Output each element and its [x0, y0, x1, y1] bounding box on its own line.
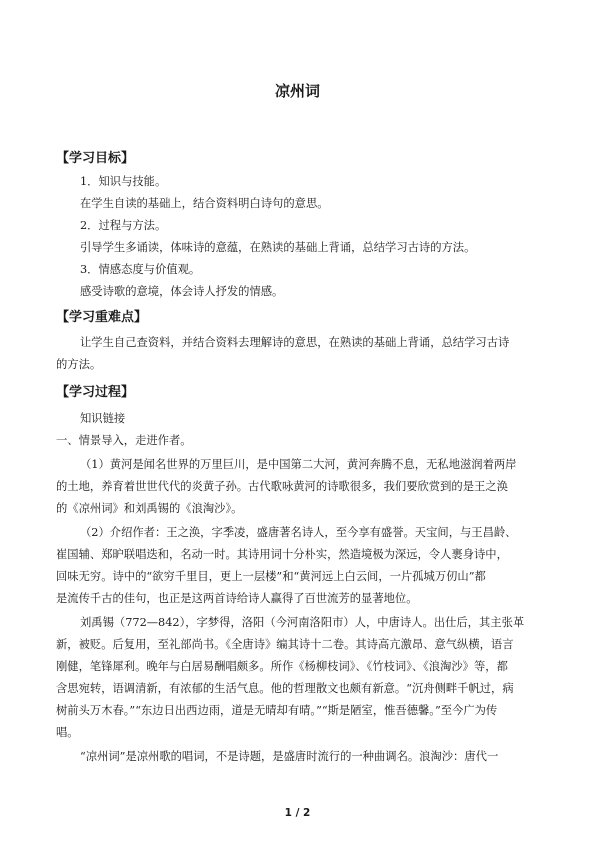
process-line: 新，被贬。后复用，至礼部尚书。《全唐诗》编其诗十二卷。其诗高亢激昂、意气纵横，语言 [56, 638, 514, 651]
goal-line: 感受诗歌的意境，体会诗人抒发的情感。 [80, 285, 284, 298]
section-heading-process: 【学习过程】 [56, 385, 135, 400]
process-line: 刚健，笔锋犀利。晚年与白居易酬唱颇多。所作《杨柳枝词》、《竹枝词》、《浪淘沙》等，都 [56, 660, 508, 673]
process-line: 回味无穷。诗中的“欲穷千里目，更上一层楼”和“黄河远上白云间，一片孤城万仞山”都 [56, 570, 486, 583]
process-line: （1）黄河是闻名世界的万里巨川，是中国第二大河，黄河奔腾不息，无私地滋润着两岸 [80, 458, 517, 471]
process-line: “凉州词”是凉州歌的唱词，不是诗题，是盛唐时流行的一种曲调名。浪淘沙：唐代一 [80, 750, 499, 763]
process-line: 唱。 [56, 726, 79, 739]
page-title: 凉州词 [274, 82, 320, 100]
process-line: 知识链接 [80, 412, 126, 425]
process-line: 崔国辅、郑昈联唱迭和，名动一时。其诗用词十分朴实，然造境极为深远，令人裹身诗中， [56, 548, 508, 561]
goal-line: 引导学生多诵读，体味诗的意蕴，在熟读的基础上背诵，总结学习古诗的方法。 [80, 241, 476, 254]
process-line: 的《凉州词》和刘禹锡的《浪淘沙》。 [56, 502, 243, 515]
goal-line: 2．过程与方法。 [80, 219, 167, 232]
process-line: 的土地，养育着世世代代的炎黄子孙。古代歌咏黄河的诗歌很多，我们要欣赏到的是王之涣 [56, 480, 508, 493]
process-line: 一、情景导入，走进作者。 [56, 434, 192, 447]
section-heading-goals: 【学习目标】 [56, 151, 135, 166]
process-line: 刘禹锡（772—842），字梦得，洛阳（今河南洛阳市）人，中唐诗人。出仕后，其主张革 [80, 616, 525, 629]
goal-line: 在学生自读的基础上，结合资料明白诗句的意思。 [80, 197, 329, 210]
page-number: 1 / 2 [284, 807, 311, 819]
process-line: （2）介绍作者：王之涣，字季凌，盛唐著名诗人，至今享有盛誉。天宝间，与王昌龄、 [80, 526, 517, 539]
process-line: 是流传千古的佳句，也正是这两首诗给诗人赢得了百世流芳的显著地位。 [56, 592, 418, 605]
keypoint-line: 让学生自己查资料，并结合资料去理解诗的意思，在熟读的基础上背诵，总结学习古诗 [80, 336, 510, 349]
section-heading-keypoints: 【学习重难点】 [56, 310, 148, 325]
keypoint-line: 的方法。 [56, 358, 102, 371]
goal-line: 3．情感态度与价值观。 [80, 263, 201, 276]
goal-line: 1．知识与技能。 [80, 175, 167, 188]
process-line: 树前头万木春。”“东边日出西边雨，道是无晴却有晴。”“斯是陋室，惟吾德馨。”至今广为传 [56, 704, 498, 717]
process-line: 含思宛转，语调清新，有浓郁的生活气息。他的哲理散文也颇有新意。“沉舟侧畔千帆过，病 [56, 682, 514, 695]
